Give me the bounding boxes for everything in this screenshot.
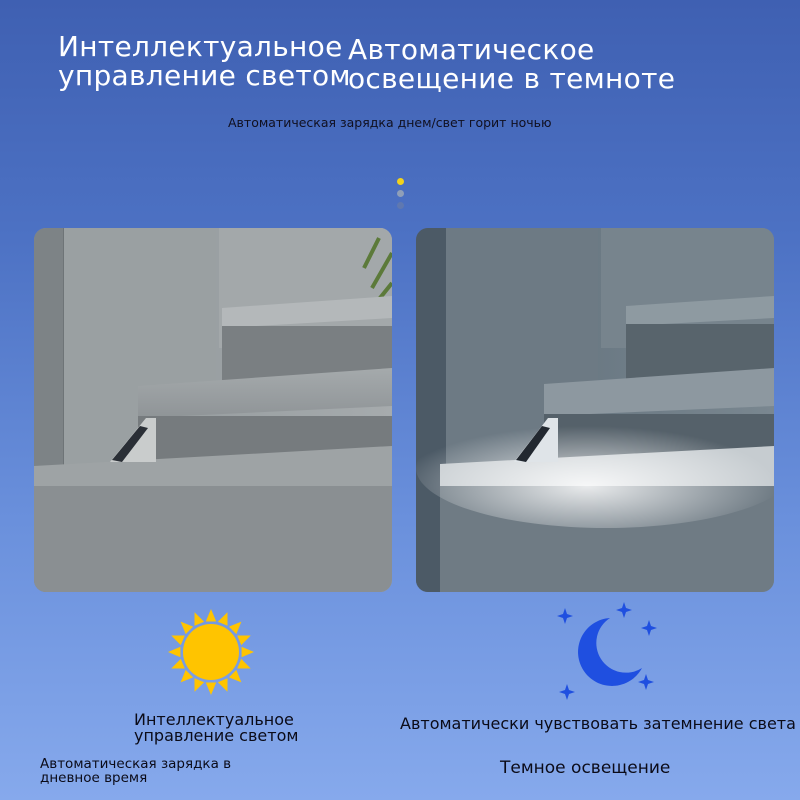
subtitle: Автоматическая зарядка днем/свет горит ночью	[228, 115, 552, 130]
sun-ray	[171, 635, 185, 645]
moon-stars-icon	[552, 600, 662, 704]
sun-ray	[168, 647, 180, 657]
day-caption: Интеллектуальное управление светом	[134, 710, 299, 745]
sun-ray	[171, 659, 185, 669]
sun-ray	[194, 612, 204, 626]
sun-ray	[237, 659, 251, 669]
sun-ray	[218, 678, 228, 692]
left-title: Интеллектуальное управление светом	[58, 30, 351, 92]
sun-ray	[242, 647, 254, 657]
sun-ray	[218, 612, 228, 626]
dot-active[interactable]	[397, 178, 404, 185]
sun-ray	[206, 683, 216, 695]
sun-icon	[166, 607, 256, 697]
dot[interactable]	[397, 190, 404, 197]
night-note: Темное освещение	[500, 758, 671, 778]
stairs-night-photo	[416, 228, 774, 592]
right-title: Автоматическое освещение в темноте	[348, 33, 676, 95]
stairs-day-photo	[34, 228, 392, 592]
sun-ray	[194, 678, 204, 692]
night-caption: Автоматически чувствовать затемнение света	[400, 714, 796, 733]
day-note: Автоматическая зарядка в дневное время	[40, 756, 232, 786]
sun-ray	[206, 609, 216, 621]
dot[interactable]	[397, 202, 404, 209]
sun-ray	[237, 635, 251, 645]
